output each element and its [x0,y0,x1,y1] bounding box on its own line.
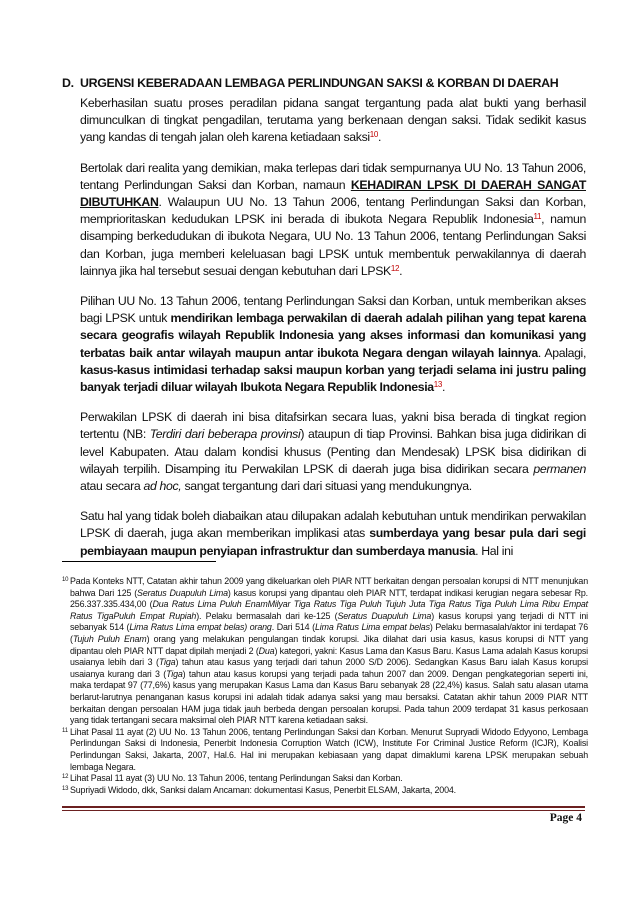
paragraph-3 [80,293,586,396]
paragraph-2-text: , namun disamping berkedudukan di ibukota Negara, UU No. 13 Tahun 2006, tentang Perlindungan Saksi dan Korban, juga memberi keleluasan bagi LPSK untuk membentuk perwakilannya di daerah lainnya jika hal tersebut sesuai dengan kebutuhan dari LPSK [80,212,587,278]
footnote-separator [62,561,216,562]
footnote-number: 12 [62,774,69,781]
italic-text: Seratus Duapuluh Lima [137,587,228,598]
footnote-text: ). Pelaku bermasalah dari ke-125 ( [196,610,338,621]
footnote-text: ) kategori, yakni: Kasus Lama dan Kasus Baru. Kasus Lama adalah Kasus korupsi usaianya lebih dari 3 ( [70,645,588,668]
italic-text: Tiga [158,657,176,668]
italic-text: permanen [533,461,586,476]
paragraph-4-text: atau secara [80,479,144,494]
paragraph-3-end: . [442,380,446,395]
footnote-ref-11[interactable]: 11 [533,212,542,222]
paragraph-3-text: . Apalagi, [537,345,587,360]
paragraph-1-end: . [377,130,382,145]
paragraph-5 [80,508,586,560]
section-letter: D. [62,76,74,90]
paragraph-2-text: Bertolak dari realita yang demikian, maka terlepas dari tidak sempurnanya UU No. 13 Tahun 2006, tentang Perlindungan Saksi dan Korban, namaun [80,160,586,192]
paragraph-4 [80,409,586,495]
bold-text: kasus-kasus intimidasi terhadap saksi maupun korban yang terjadi selama ini justru paling banyak terjadi diluar wilayah Ibukota Negara Republik Indonesia [80,362,586,395]
paragraph-4-text: Perwakilan LPSK di daerah ini bisa ditafsirkan secara luas, yakni bisa berada di tingkat region tertentu (NB: [80,410,586,442]
footnote-text: ) tahun atau kasus korupsi yang terjadi pada tahun 2007 dan 2009. Dengan pengkategorian seperti ini, maka terdapat 97 (77,6%) kasus yang merupakan Kasus Lama dan Kasus Baru sebanyak 28 (22,4%) kasus. Salah satu alasan utama berlarut-larutnya penanganan kasus korupsi ini adalah tidak adanya saksi yang mau bersaksi. Catatan akhir tahun 2009 PIAR NTT berkaitan dengan persoalan HAM juga tidak jauh berbeda dengan persoalan korupsi. Pada tahun 2009 terdapat 31 kasus perkosaan yang tidak tertangani secara maksimal oleh PIAR NTT karena ketiadaan saksi. [70,668,588,726]
paragraph-1 [80,95,586,147]
paragraph-1-text: Keberhasilan suatu proses peradilan pidana sangat tergantung pada alat bukti yang berhasil dimunculkan di tingkat pengadilan, terutama yang berkenaan dengan saksi. Tidak sedikit kasus yang kandas di tengah jalan oleh karena ketiadaan saksi [80,96,586,145]
paragraph-5-text: Satu hal yang tidak boleh diabaikan atau dilupakan adalah kebutuhan untuk mendirikan perwakilan LPSK di daerah, juga akan memberikan implikasi atas [80,509,586,541]
paragraph-2-end: . [399,263,403,278]
emphasis-lpsk-needed: KEHADIRAN LPSK DI DAERAH SANGAT DIBUTUHKAN [80,177,586,210]
footnote-text: ) orang yang melakukan pengulangan tindak korupsi. Jika dilahat dari usia kasus, kasus korupsi di NTT yang dipantau oleh PIAR NTT dapat dipilah menjadi 2 ( [70,633,588,656]
footnote-number: 13 [62,785,69,792]
paragraph-4-text: ) ataupun di tiap Provinsi. Bahkan bisa juga didirikan di level Kabupaten. Atau dalam kondisi khusus (Penting dan Mendesak) LPSK bisa didirikan di wilayah terpilih. Disamping itu Perwakilan LPSK di daerah juga bisa didirikan secara [80,427,587,476]
bold-text: mendirikan lembaga perwakilan di daerah adalah pilihan yang tepat karena secara geografis wilayah Republik Indonesia yang akses informasi dan komunikasi yang terbatas baik antar wilayah maupun antar ibukota Negara dengan wilayah lainnya [80,311,586,360]
body-text [80,95,586,573]
footnote-number: 11 [62,727,68,734]
footer-rule-thick [62,806,585,808]
footnote-text: ) kasus korupsi yang dipantau oleh PIAR NTT, terdapat indikasi kerugian negara sebesar Rp. 256.337.335.434,00 ( [70,587,588,610]
paragraph-3-text: Pilihan UU No. 13 Tahun 2006, tentang Perlindungan Saksi dan Korban, untuk memberikan akses bagi LPSK untuk [80,294,586,326]
footnotes [62,576,588,796]
footnote-ref-13[interactable]: 13 [433,380,442,390]
footnote-12 [62,773,588,785]
footnote-ref-12[interactable]: 12 [390,263,400,273]
italic-text: Seratus Duapuluh Lima [337,610,432,621]
footnote-text: Supriyadi Widodo, dkk, Sanksi dalam Ancaman: dokumentasi Kasus, Penerbit ELSAM, Jakarta, 2004. [70,784,456,795]
bold-text: sumberdaya yang besar pula dari segi pembiayaan maupun penyiapan infrastruktur dan sumberdaya manusia [80,526,586,558]
italic-text: Lima Ratus Lima empat belas [314,622,430,633]
section-title: URGENSI KEBERADAAN LEMBAGA PERLINDUNGAN SAKSI & KORBAN DI DAERAH [80,76,559,90]
paragraph-2 [80,160,586,280]
italic-text: Tujuh Puluh Enam [72,633,147,644]
page-number: Page 4 [549,812,582,824]
italic-text: Dua Ratus Lima Puluh EnamMilyar Tiga Ratus Tiga Puluh Tujuh Juta Tiga Ratus Tiga Puluh Lima Ribu Empat Ratus TigaPuluh Empat Rupiah [70,599,588,621]
footnote-text: ) Pelaku bermasalah/aktor ini terdapat 76 ( [70,622,588,644]
footnote-text: ) kasus korupsi yang terjadi di NTT ini sebanyak 514 ( [70,610,588,633]
footer-rule-thin [62,810,585,811]
footnote-ref-10[interactable]: 10 [369,130,378,140]
footnote-text: ) tahun atau kasus yang terjadi dari tahun 2000 S/D 2006). Sedangkan Kasus Baru ialah Kasus korupsi usaianya kurang dari 3 ( [70,657,588,679]
footnote-number: 10 [62,577,69,583]
footnote-10 [62,576,588,727]
italic-text: Dua [258,645,275,656]
footnote-text: . Dari 514 ( [271,622,315,633]
footnote-text: Lihat Pasal 11 ayat (3) UU No. 13 Tahun 2006, tentang Perlindungan Saksi dan Korban. [70,773,403,784]
italic-text: Terdiri dari beberapa provinsi [149,427,301,442]
italic-text: Tiga [166,668,183,679]
paragraph-5-text: . Hal ini [475,543,513,558]
italic-text: Lima Ratus Lima empat belas) orang [129,622,272,633]
section-heading [62,76,582,90]
italic-text: ad hoc, [143,479,182,494]
footnote-11 [62,727,588,773]
footnote-text: Lihat Pasal 11 ayat (2) UU No. 13 Tahun 2006, tentang Perlindungan Saksi dan Korban. Menurut Supryadi Widodo Edyyono, Lembaga Perlindungan Saksi di Indonesia, Penerbit Indonesia Corruption Watch (ICW), Institute For Criminal Justice Reform (ICJR), Koalisi Perlindungan Saksi, Jakarta, 2007, Hal.6. Hal ini merupakan kebiasaan yang dapat dimaklumi karena LPSK merupakan sebuah lembaga Negara. [70,726,588,772]
footnote-text: Pada Konteks NTT, Catatan akhir tahun 2009 yang dikeluarkan oleh PIAR NTT berkaitan dengan persoalan korupsi di NTT menunjukan bahwa Dari 125 ( [70,576,588,598]
footnote-13 [62,785,588,797]
paragraph-2-text: . Walaupun UU No. 13 Tahun 2006, tentang Perlindungan Saksi dan Korban, memprioritaskan kedudukan LPSK ini berada di ibukota Negara Republik Indonesia [80,195,586,227]
paragraph-4-text: sangat tergantung dari dari situasi yang mendukungnya. [181,479,472,494]
